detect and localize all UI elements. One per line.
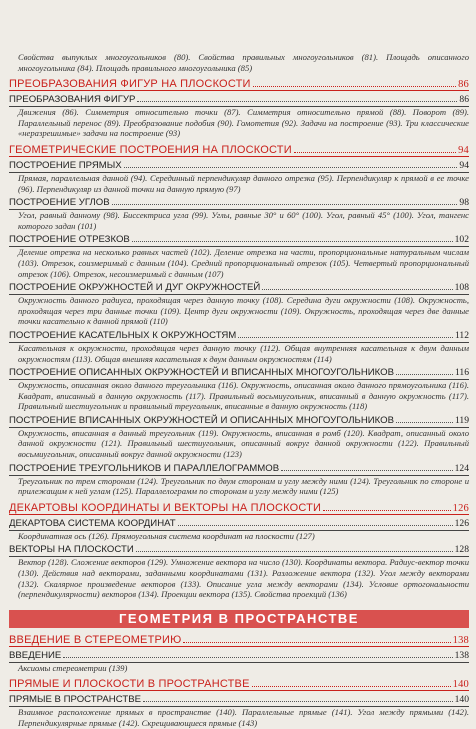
chapter-page: 94: [458, 144, 469, 156]
leader-dots: [124, 167, 458, 168]
section-page: 116: [454, 367, 469, 379]
chapter-heading[interactable]: [9, 676, 469, 691]
section-entry: Вектор (128). Сложение векторов (129). Умножение вектора на число (130). Координаты вектора. Радиус-вектор точки (130). Действия над векторами, заданными координатами (131). Разложение вектора (132). Угол между векторами (132). Скалярное произведение векторов (133). Описание угла между векторами (134). Условие ортогональности (перпендикулярности) векторов (134). Проекции вектора (135). Свойства проекций (136): [18, 557, 469, 600]
section-entry: Окружность, описанная около данного треугольника (116). Окружность, описанная около данного прямоугольника (116). Квадрат, вписанный в данную окружность (117). Правильный восьмиугольник, вписанный в данную окружность (117). Правильный шестиугольник и правильный треугольник, вписанные в данную окружность (118): [18, 380, 469, 412]
leader-dots: [63, 657, 452, 658]
leader-dots: [183, 642, 450, 643]
section-heading[interactable]: [9, 517, 469, 529]
section-entry: Треугольник по трем сторонам (124). Треугольник по двум сторонам и углу между ними (124). Треугольник по стороне и прилежащим к ней углам (125). Параллелограмм по сторонам и углу между ними (125): [18, 475, 469, 497]
section-page: 138: [454, 649, 469, 661]
section-title: ПОСТРОЕНИЕ УГЛОВ: [9, 197, 110, 209]
section-entry: Угол, равный данному (98). Биссектриса угла (99). Углы, равные 30° и 60° (100). Угол, равный 45° (100). Угол, тангенс которого задан (101): [18, 210, 469, 231]
leader-dots: [238, 337, 453, 338]
section-page: 126: [454, 517, 469, 529]
leader-dots: [136, 551, 453, 552]
chapter-title: ВВЕДЕНИЕ В СТЕРЕОМЕТРИЮ: [9, 633, 182, 646]
section-heading[interactable]: [9, 329, 469, 341]
chapter-heading[interactable]: [9, 632, 469, 647]
leader-dots: [132, 241, 453, 242]
section-title: ПРЯМЫЕ В ПРОСТРАНСТВЕ: [9, 694, 141, 706]
leader-dots: [262, 289, 452, 290]
leader-dots: [112, 204, 458, 205]
section-title: ДЕКАРТОВА СИСТЕМА КООРДИНАТ: [9, 517, 176, 529]
section-heading[interactable]: [9, 281, 469, 293]
chapter-heading[interactable]: [9, 76, 469, 91]
chapter-page: 126: [452, 502, 469, 514]
leader-dots: [252, 686, 451, 687]
section-heading[interactable]: [9, 93, 469, 105]
section-entry: Деление отрезка на несколько равных частей (102). Деление отрезка на части, пропорциональные натуральным числам (103). Отрезок, соизмеримый с данным (104). Средний пропорциональный отрезок (105). Четвертый пропорциональный отрезок (106). Отрезок, несоизмеримый с данным (107): [18, 247, 469, 279]
section-heading[interactable]: [9, 159, 469, 171]
chapter-title: ГЕОМЕТРИЧЕСКИЕ ПОСТРОЕНИЯ НА ПЛОСКОСТИ: [9, 143, 292, 156]
chapter-page: 86: [458, 79, 469, 91]
chapter-title: ПРЯМЫЕ И ПЛОСКОСТИ В ПРОСТРАНСТВЕ: [9, 678, 250, 691]
section-title: ПОСТРОЕНИЕ ОПИСАННЫХ ОКРУЖНОСТЕЙ И ВПИСАННЫХ МНОГОУГОЛЬНИКОВ: [9, 367, 394, 379]
section-page: 124: [454, 462, 469, 474]
section-entry: Прямая, параллельная данной (94). Серединный перпендикуляр данного отрезка (95). Перпендикуляр к прямой в ее точке (96). Перпендикуляр из данной точки на данную прямую (97): [18, 172, 469, 194]
section-title: ПОСТРОЕНИЕ ВПИСАННЫХ ОКРУЖНОСТЕЙ И ОПИСАННЫХ МНОГОУГОЛЬНИКОВ: [9, 414, 394, 426]
section-heading[interactable]: [9, 414, 469, 426]
section-heading[interactable]: [9, 366, 469, 378]
chapter-page: 138: [452, 634, 469, 646]
section-title: ПОСТРОЕНИЕ ОКРУЖНОСТЕЙ И ДУГ ОКРУЖНОСТЕЙ: [9, 282, 261, 294]
section-title: ПОСТРОЕНИЕ ПРЯМЫХ: [9, 159, 122, 171]
section-title: ВЕКТОРЫ НА ПЛОСКОСТИ: [9, 544, 134, 556]
toc-entry-text: Свойства выпуклых многоугольников (80). Свойства правильных многоугольников (81). Площадь описанного многоугольника (84). Площадь правильного многоугольника (85): [18, 52, 469, 73]
leader-dots: [143, 701, 453, 702]
section-title: ВВЕДЕНИЕ: [9, 649, 62, 661]
leader-dots: [323, 510, 451, 511]
section-title: ПОСТРОЕНИЕ ОТРЕЗКОВ: [9, 234, 130, 246]
leader-dots: [137, 101, 457, 102]
section-page: 112: [454, 329, 469, 341]
section-entry: Окружность данного радиуса, проходящая через данную точку (108). Середина дуги окружности (108). Окружность, проходящая через три данные точки (109). Центр дуги окружности (109). Окружность, проходящая через две данные точки касательно к данной прямой (110): [18, 295, 469, 327]
section-page: 140: [454, 694, 469, 706]
section-entry: Взаимное расположение прямых в пространстве (140). Параллельные прямые (141). Угол между прямыми (142). Перпендикулярные прямые (142). Скрещивающиеся прямые (143): [18, 707, 469, 728]
section-entry: Аксиомы стереометрии (139): [18, 662, 128, 673]
section-title: ПОСТРОЕНИЕ КАСАТЕЛЬНЫХ К ОКРУЖНОСТЯМ: [9, 329, 237, 341]
section-heading[interactable]: [9, 462, 469, 474]
leader-dots: [294, 152, 456, 153]
leader-dots: [178, 525, 453, 526]
leader-dots: [396, 374, 453, 375]
part-banner[interactable]: ГЕОМЕТРИЯ В ПРОСТРАНСТВЕ: [9, 610, 469, 628]
section-heading[interactable]: [9, 543, 469, 555]
section-entry: Окружность, вписанная в данный треугольник (119). Окружность, вписанная в ромб (120). Квадрат, описанный около данной окружности (121). Правильный шестиугольник, описанный вокруг данной окружности (122). Правильный восьмиугольник, описанный вокруг данной окружности (123): [18, 427, 469, 460]
chapter-heading[interactable]: [9, 142, 469, 157]
section-page: 94: [459, 159, 469, 171]
section-title: ПРЕОБРАЗОВАНИЯ ФИГУР: [9, 94, 136, 106]
section-page: 128: [454, 544, 469, 556]
section-heading[interactable]: [9, 233, 469, 245]
leader-dots: [281, 470, 452, 471]
section-entry: Касательная к окружности, проходящая через данную точку (112). Общая внутренняя касательная к двум данным окружностям (113). Общая внешняя касательная к двум данным окружностям (114): [18, 342, 469, 364]
section-page: 102: [454, 234, 469, 246]
section-entry: Движения (86). Симметрия относительно точки (87). Симметрия относительно прямой (88). Поворот (89). Параллельный перенос (89). Преобразование подобия (90). Гомотетия (92). Задачи на построение (93). Три классические «неразрешимые» задачи на построение (93): [18, 107, 469, 139]
chapter-title: ДЕКАРТОВЫ КООРДИНАТЫ И ВЕКТОРЫ НА ПЛОСКОСТИ: [9, 501, 322, 514]
chapter-heading[interactable]: [9, 500, 469, 515]
leader-dots: [253, 86, 456, 87]
leader-dots: [396, 422, 453, 423]
section-page: 98: [459, 197, 469, 209]
toc-page: [9, 0, 469, 729]
section-heading[interactable]: [9, 649, 469, 661]
section-heading[interactable]: [9, 196, 469, 208]
chapter-title: ПРЕОБРАЗОВАНИЯ ФИГУР НА ПЛОСКОСТИ: [9, 78, 251, 91]
section-page: 119: [454, 414, 469, 426]
section-title: ПОСТРОЕНИЕ ТРЕУГОЛЬНИКОВ И ПАРАЛЛЕЛОГРАММОВ: [9, 462, 280, 474]
section-heading[interactable]: [9, 693, 469, 705]
chapter-page: 140: [452, 679, 469, 691]
section-page: 86: [459, 94, 469, 106]
section-entry: Координатная ось (126). Прямоугольная система координат на плоскости (127): [18, 530, 315, 541]
section-page: 108: [454, 282, 469, 294]
